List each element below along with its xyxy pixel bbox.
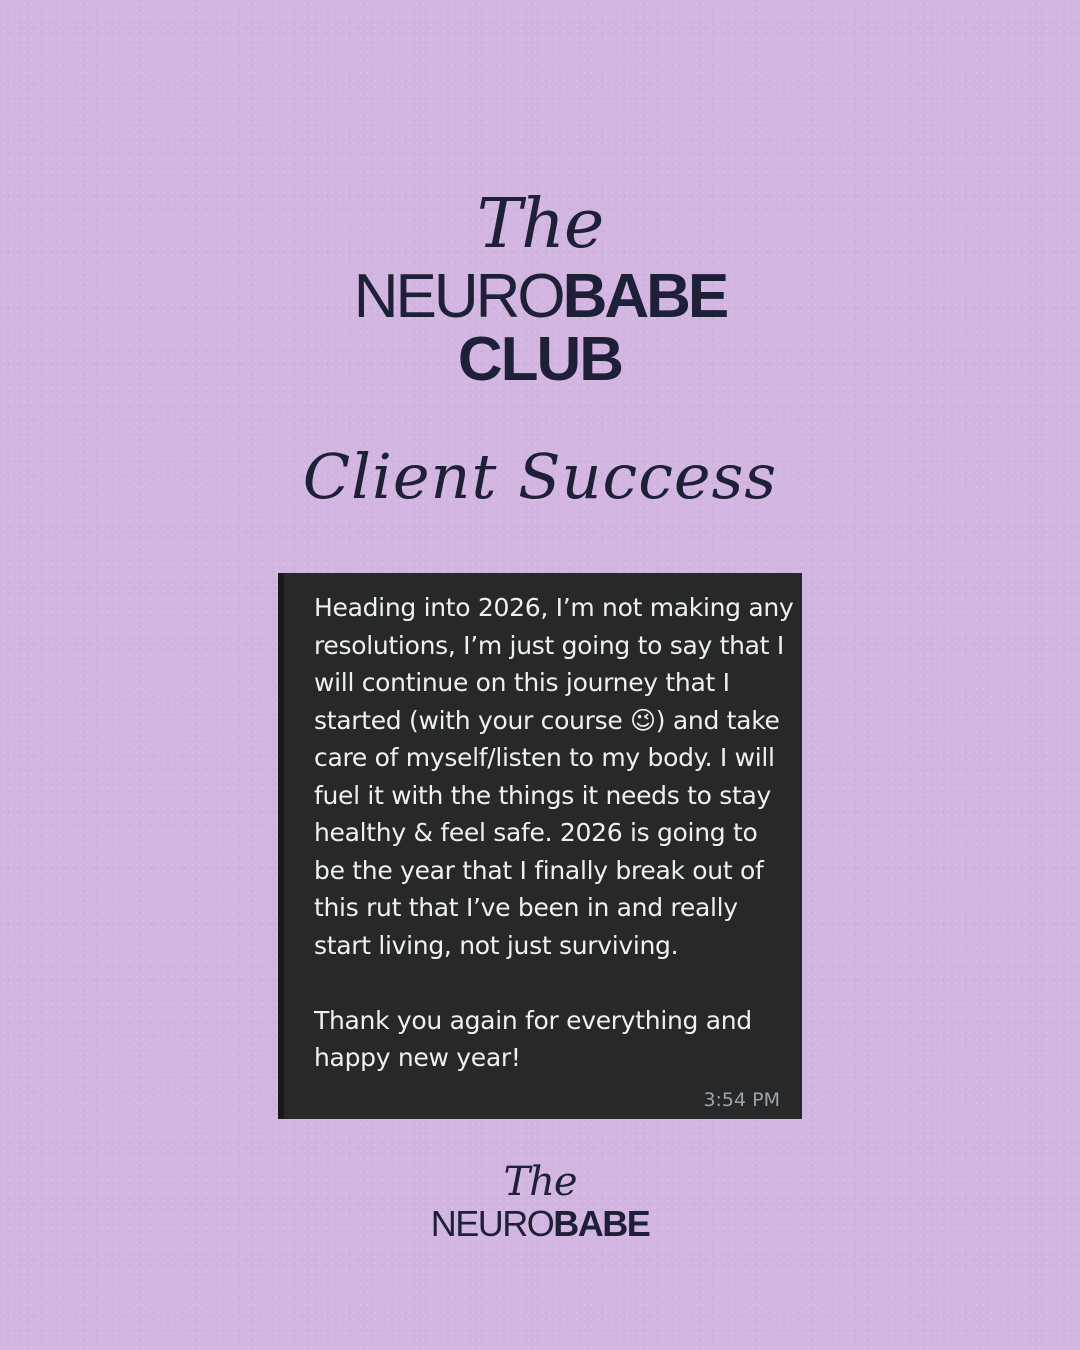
footer-logo-brand-bold: BABE xyxy=(553,1203,650,1244)
footer-logo-brand xyxy=(0,1204,1080,1244)
message-timestamp: 3:54 PM xyxy=(703,1089,780,1111)
message-bubble xyxy=(278,573,802,1119)
footer-logo-brand-light: NEURO xyxy=(430,1203,554,1244)
footer-logo xyxy=(0,1160,1080,1244)
logo-the: The xyxy=(476,185,604,264)
client-success-heading: Client Success xyxy=(302,440,778,513)
club-logo xyxy=(0,185,1080,394)
logo-brand-bold: BABE xyxy=(562,262,727,331)
logo-club: CLUB xyxy=(457,325,623,394)
message-text: Heading into 2026, I’m not making any resolutions, I’m just going to say that I will continue on this journey that I started (with your course 😉) and take care of myself/listen to my body. I will fuel it with the things it needs to stay healthy & feel safe. 2026 is going to be the year that I finally break out of this rut that I’ve been in and really start living, not just surviving. Thank you again for everything and happy new year! xyxy=(314,593,794,1072)
footer-logo-the: The xyxy=(503,1159,577,1205)
logo-brand xyxy=(0,262,1080,331)
logo-brand-light: NEURO xyxy=(353,262,563,331)
